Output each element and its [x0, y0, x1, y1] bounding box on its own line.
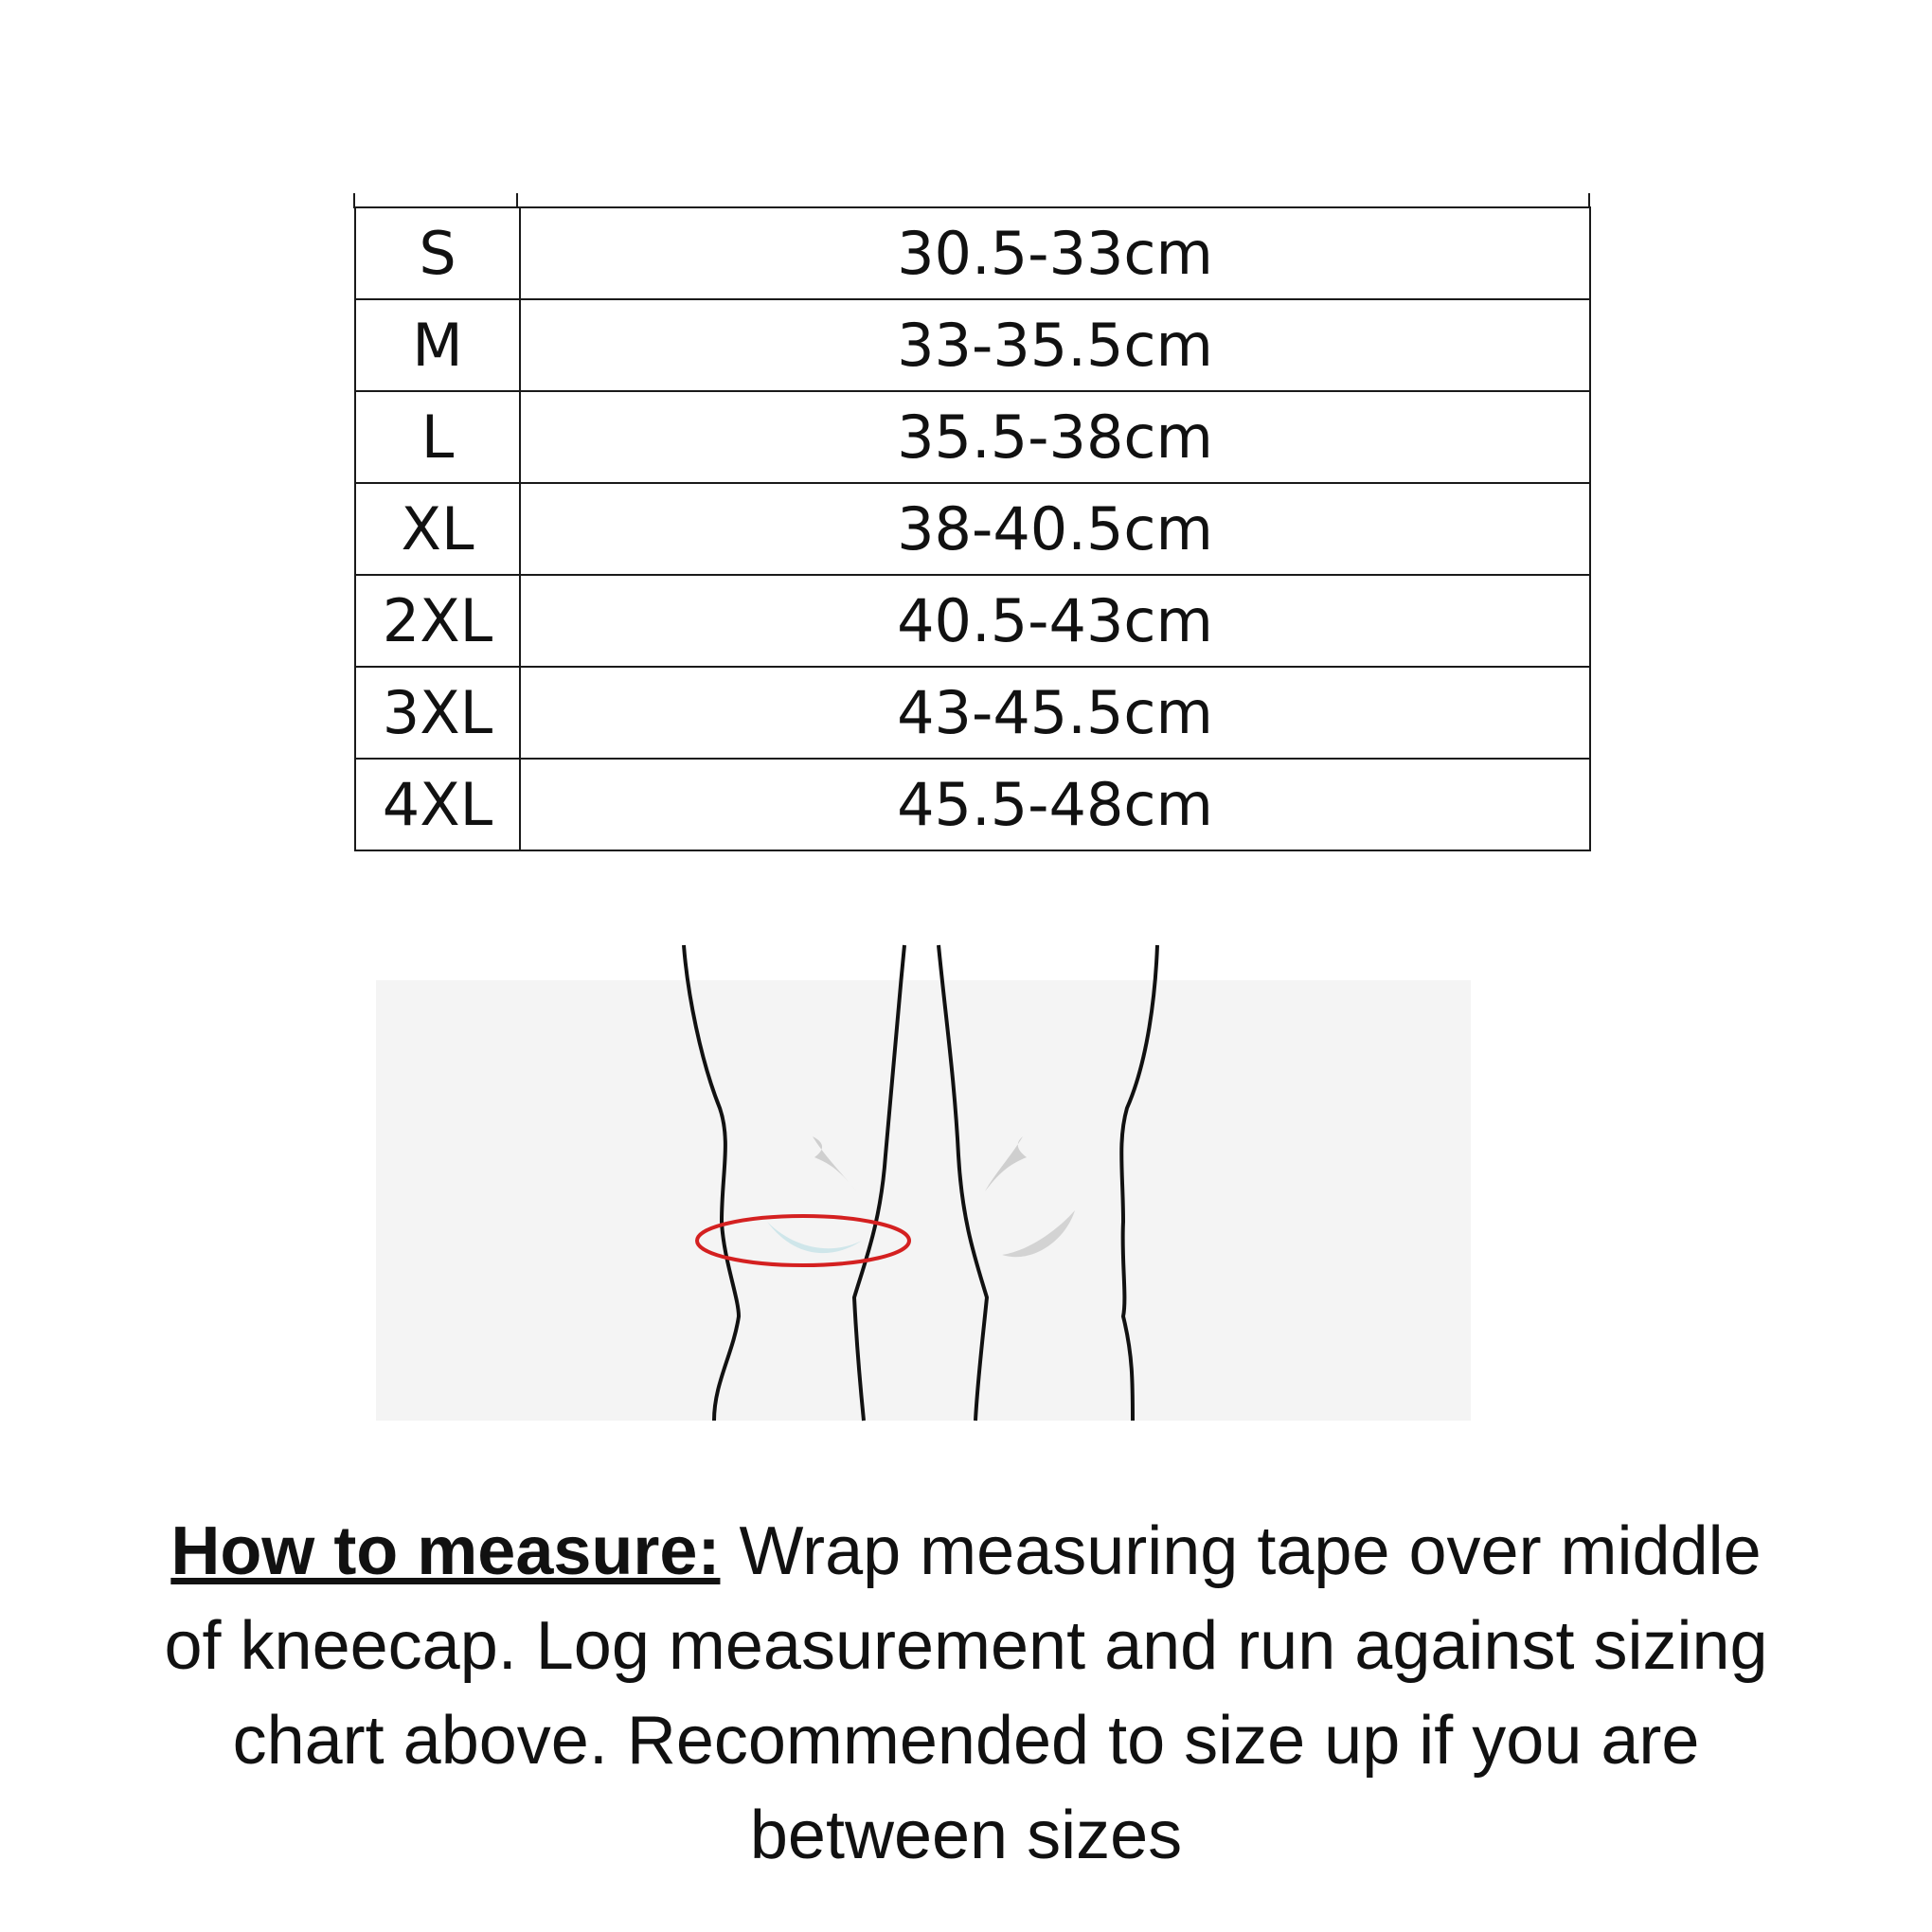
- size-cell: 3XL: [355, 667, 520, 759]
- range-cell: 35.5-38cm: [520, 391, 1590, 483]
- table-row: [355, 483, 1590, 575]
- size-cell: L: [355, 391, 520, 483]
- range-cell: 38-40.5cm: [520, 483, 1590, 575]
- range-cell: 30.5-33cm: [520, 207, 1590, 299]
- how-to-measure-body: Wrap measuring tape over middle of kneecap. Log measurement and run against sizing chart above. Recommended to size up if you are between sizes: [164, 1513, 1768, 1873]
- how-to-measure-text: [152, 1504, 1780, 1883]
- size-cell: 2XL: [355, 575, 520, 667]
- range-cell: 33-35.5cm: [520, 299, 1590, 391]
- range-cell: 43-45.5cm: [520, 667, 1590, 759]
- illustration-background: [376, 980, 1471, 1421]
- range-cell: 40.5-43cm: [520, 575, 1590, 667]
- knees-legs-icon: [369, 938, 1477, 1430]
- size-cell: M: [355, 299, 520, 391]
- table-row: [355, 759, 1590, 850]
- size-chart-table: [354, 206, 1591, 851]
- how-to-measure-heading: How to measure:: [170, 1513, 721, 1589]
- table-row: [355, 299, 1590, 391]
- table-row: [355, 391, 1590, 483]
- range-cell: 45.5-48cm: [520, 759, 1590, 850]
- table-row: [355, 575, 1590, 667]
- table-row: [355, 667, 1590, 759]
- size-cell: 4XL: [355, 759, 520, 850]
- knee-measurement-illustration: [369, 938, 1477, 1430]
- size-cell: XL: [355, 483, 520, 575]
- table-row: [355, 207, 1590, 299]
- size-cell: S: [355, 207, 520, 299]
